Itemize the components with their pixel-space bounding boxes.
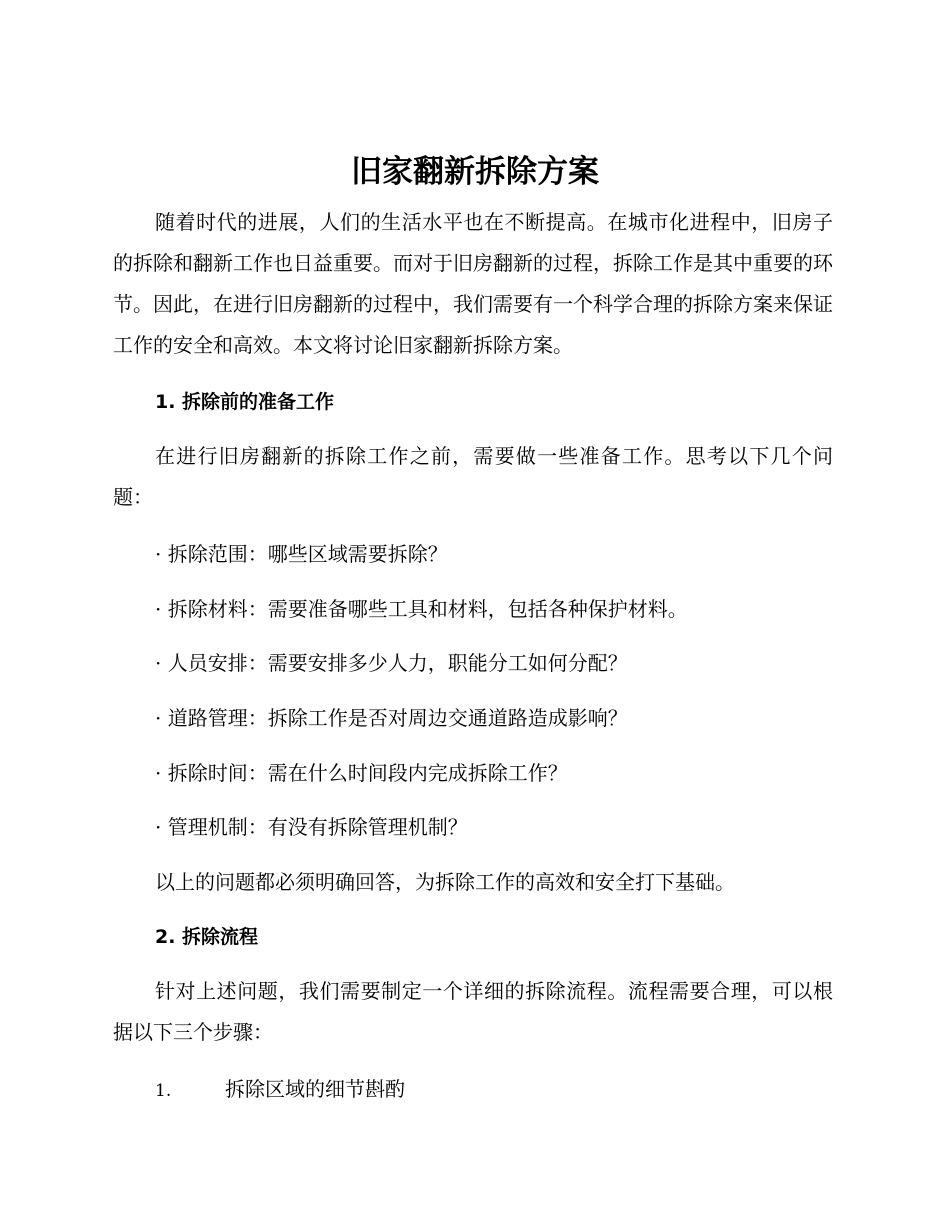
section-2-paragraph: 针对上述问题，我们需要制定一个详细的拆除流程。流程需要合理，可以根据以下三个步骤： xyxy=(113,979,833,1044)
section-1-paragraph: 在进行旧房翻新的拆除工作之前，需要做一些准备工作。思考以下几个问题： xyxy=(113,444,833,509)
section-1-conclusion: 以上的问题都必须明确回答，为拆除工作的高效和安全打下基础。 xyxy=(155,870,735,894)
section-2-heading: 2. 拆除流程 xyxy=(155,926,259,948)
section-1-heading: 1. 拆除前的准备工作 xyxy=(155,391,335,413)
document-title: 旧家翻新拆除方案 xyxy=(351,154,599,190)
bullet-item: · 拆除范围：哪些区域需要拆除？ xyxy=(155,542,448,566)
bullet-item: · 道路管理：拆除工作是否对周边交通道路造成影响？ xyxy=(155,706,628,730)
step-text: 拆除区域的细节斟酌 xyxy=(225,1077,405,1101)
bullet-item: · 人员安排：需要安排多少人力，职能分工如何分配？ xyxy=(155,651,628,675)
step-number: 1. xyxy=(155,1081,172,1101)
bullet-item: · 拆除时间：需在什么时间段内完成拆除工作？ xyxy=(155,761,568,785)
intro-paragraph: 随着时代的进展，人们的生活水平也在不断提高。在城市化进程中，旧房子的拆除和翻新工作也日益重要。而对于旧房翻新的过程，拆除工作是其中重要的环节。因此，在进行旧房翻新的过程中，我们需要有一个科学合理的拆除方案来保证工作的安全和高效。本文将讨论旧家翻新拆除方案。 xyxy=(113,210,833,357)
bullet-item: · 管理机制：有没有拆除管理机制？ xyxy=(155,815,468,839)
bullet-item: · 拆除材料：需要准备哪些工具和材料，包括各种保护材料。 xyxy=(155,597,688,621)
numbered-step xyxy=(155,1075,405,1105)
